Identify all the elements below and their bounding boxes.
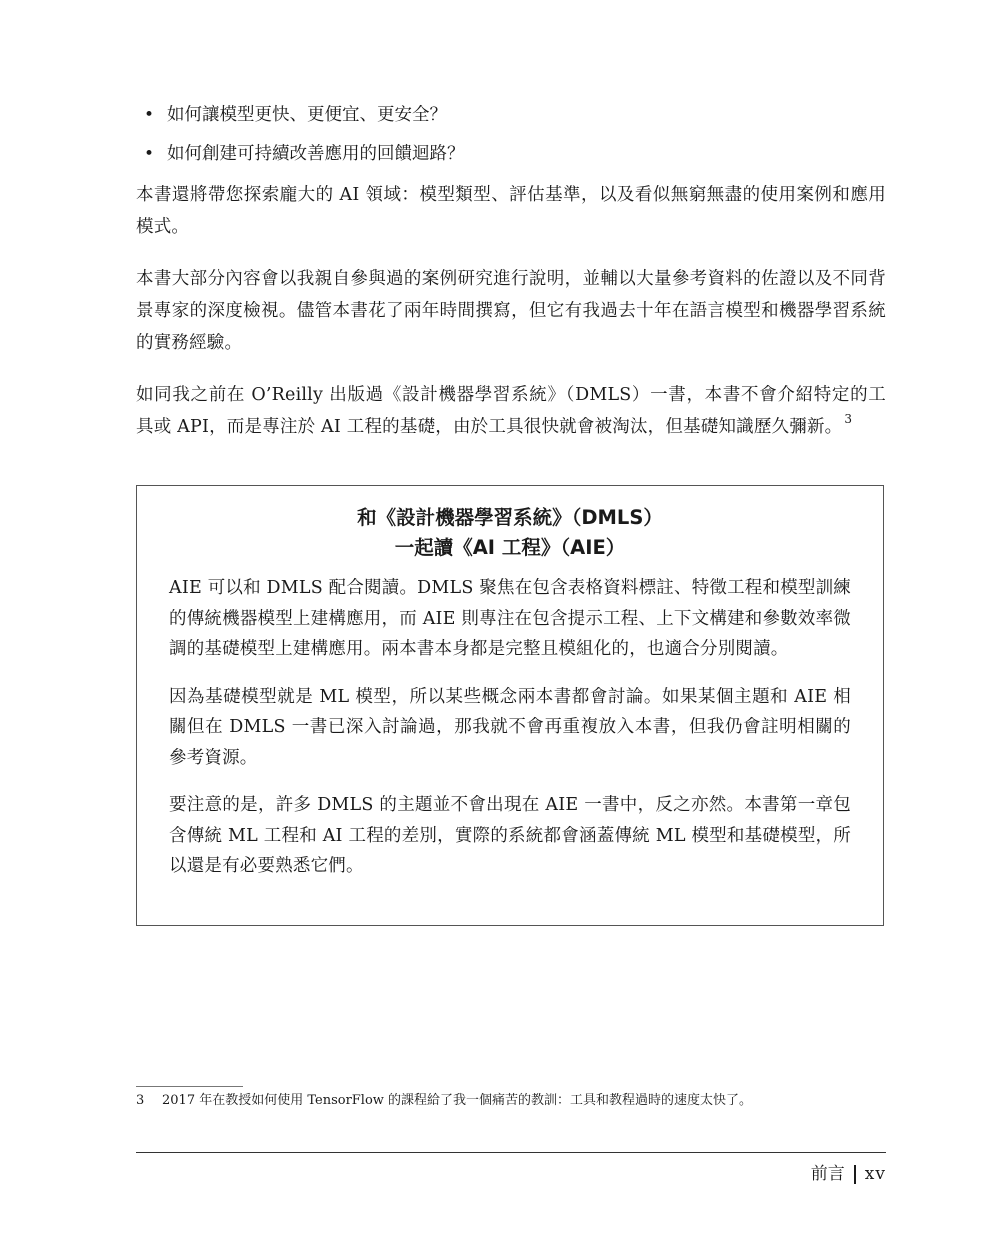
paragraph-text: 如同我之前在 O’Reilly 出版過《設計機器學習系統》（DMLS）一書，本書不會介紹特定的工具或 API，而是專注於 AI 工程的基礎，由於工具很快就會被淘汰，但基礎知識歷久彌新。	[136, 385, 886, 437]
bullet-item: • 如何創建可持續改善應用的回饋迴路？	[136, 139, 886, 169]
sidebar-title-line: 一起讀《AI 工程》（AIE）	[394, 536, 626, 559]
sidebar-paragraph: AIE 可以和 DMLS 配合閱讀。DMLS 聚焦在包含表格資料標註、特徵工程和模型訓練的傳統機器模型上建構應用，而 AIE 則專注在包含提示工程、上下文構建和參數效率微調的基礎模型上建構應用。兩本書本身都是完整且模組化的，也適合分別閱讀。	[169, 578, 851, 659]
body-paragraph: 本書大部分內容會以我親自參與過的案例研究進行說明，並輔以大量參考資料的佐證以及不同背景專家的深度檢視。儘管本書花了兩年時間撰寫，但它有我過去十年在語言模型和機器學習系統的實務經驗。	[136, 269, 886, 353]
body-paragraph: 本書還將帶您探索龐大的 AI 領域：模型類型、評估基準，以及看似無窮無盡的使用案例和應用模式。	[136, 185, 886, 237]
sidebar-paragraph: 因為基礎模型就是 ML 模型，所以某些概念兩本書都會討論。如果某個主題和 AIE 相關但在 DMLS 一書已深入討論過，那我就不會再重複放入本書，但我仍會註明相關的參考資源。	[169, 686, 851, 768]
footnote-reference[interactable]: 3	[844, 412, 853, 426]
footnote-number: 3	[136, 1093, 145, 1108]
sidebar-box	[136, 485, 884, 926]
bullet-item: • 如何讓模型更快、更便宜、更安全？	[136, 100, 886, 130]
footnote	[136, 1092, 896, 1110]
footer-divider	[136, 1152, 886, 1153]
running-footer	[811, 1162, 886, 1186]
footnote-divider	[136, 1086, 243, 1087]
page-number: xv	[864, 1164, 886, 1184]
sidebar-paragraph: 要注意的是，許多 DMLS 的主題並不會出現在 AIE 一書中，反之亦然。本書第一章包含傳統 ML 工程和 AI 工程的差別，實際的系統都會涵蓋傳統 ML 模型和基礎模型，所以還是有必要熟悉它們。	[169, 795, 851, 876]
section-name: 前言	[810, 1164, 845, 1184]
body-paragraph	[136, 379, 886, 443]
page-content	[136, 100, 886, 443]
footnote-text: 2017 年在教授如何使用 TensorFlow 的課程給了我一個痛苦的教訓：工具和教程過時的速度太快了。	[162, 1093, 753, 1108]
sidebar-title-line: 和《設計機器學習系統》（DMLS）	[357, 506, 663, 529]
bullet-list	[136, 100, 886, 169]
footer-separator	[854, 1165, 856, 1184]
sidebar-title	[137, 503, 883, 563]
sidebar-body	[137, 573, 883, 882]
